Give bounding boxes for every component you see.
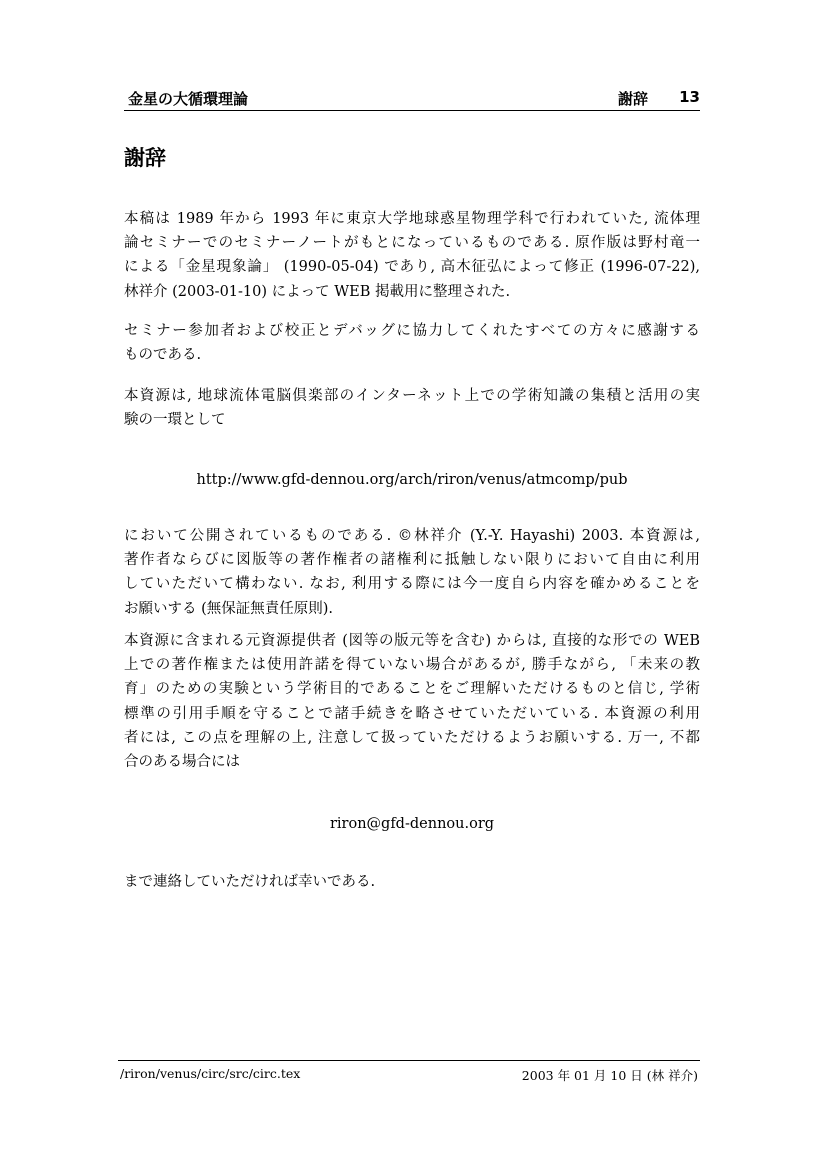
paragraph-line: 論セミナーでのセミナーノートがもとになっているものである. 原作版は野村竜一 xyxy=(124,235,700,252)
paragraph-line: 著作者ならびに図版等の著作権者の諸権利に抵触しない限りにおいて自由に利用 xyxy=(124,552,700,569)
footer-date: 2003 年 01 月 10 日 (林 祥介) xyxy=(521,1068,698,1083)
paragraph-copyright xyxy=(124,524,700,621)
running-header xyxy=(124,88,700,111)
header-section-name: 謝辞 xyxy=(617,90,648,108)
paragraph-line: 育」のための実験という学術目的であることをご理解いただけるものと信じ, 学術 xyxy=(124,681,700,698)
header-page-number: 13 xyxy=(679,88,700,106)
paragraph-line: まで連絡していただければ幸いである. xyxy=(124,874,376,890)
paragraph-line: による「金星現象論」 (1990-05-04) であり, 高木征弘によって修正 (1996-07-22), xyxy=(124,259,700,276)
resource-url[interactable]: http://www.gfd-dennou.org/arch/riron/venus/atmcomp/pub xyxy=(196,472,628,488)
paragraph-line: 標準の引用手順を守ることで諸手続きを略させていただいている. 本資源の利用 xyxy=(124,705,700,722)
paragraph-line: していただいて構わない. なお, 利用する際には今一度自ら内容を確かめることを xyxy=(124,576,700,593)
paragraph-line: 験の一環として xyxy=(124,412,226,429)
paragraph-contact xyxy=(124,870,700,894)
paragraph-line: 上での著作権または使用許諾を得ていない場合があるが, 勝手ながら, 「未来の教 xyxy=(124,657,700,674)
footer-source-path: /riron/venus/circ/src/circ.tex xyxy=(120,1066,301,1081)
paragraph-history xyxy=(124,207,700,304)
paragraph-line: お願いする (無保証無責任原則). xyxy=(124,600,334,617)
paragraph-disclaimer xyxy=(124,629,700,774)
paragraph-line: セミナー参加者および校正とデバッグに協力してくれたすべての方々に感謝する xyxy=(124,323,700,339)
contact-email[interactable]: riron@gfd-dennou.org xyxy=(329,816,495,832)
paragraph-line: 林祥介 (2003-01-10) によって WEB 掲載用に整理された. xyxy=(124,283,511,300)
chapter-title: 謝辞 xyxy=(124,146,166,170)
paragraph-line: において公開されているものである. ©林祥介 (Y.-Y. Hayashi) 2003. 本資源は, xyxy=(124,528,700,544)
paragraph-line: ものである. xyxy=(124,347,202,364)
paragraph-line: 者には, この点を理解の上, 注意して扱っていただけるようお願いする. 万一, 不都 xyxy=(124,729,700,746)
paragraph-resource-intro xyxy=(124,384,700,432)
header-document-title: 金星の大循環理論 xyxy=(128,90,249,108)
paragraph-line: 本資源に含まれる元資源提供者 (図等の版元等を含む) からは, 直接的な形での WEB xyxy=(124,633,700,649)
paragraph-line: 合のある場合には xyxy=(124,754,240,771)
paragraph-line: 本稿は 1989 年から 1993 年に東京大学地球惑星物理学科で行われていた, 流体理 xyxy=(124,211,700,227)
paragraph-thanks xyxy=(124,319,700,367)
page-footer xyxy=(118,1060,700,1083)
paragraph-line: 本資源は, 地球流体電脳倶楽部のインターネット上での学術知識の集積と活用の実 xyxy=(124,388,700,404)
